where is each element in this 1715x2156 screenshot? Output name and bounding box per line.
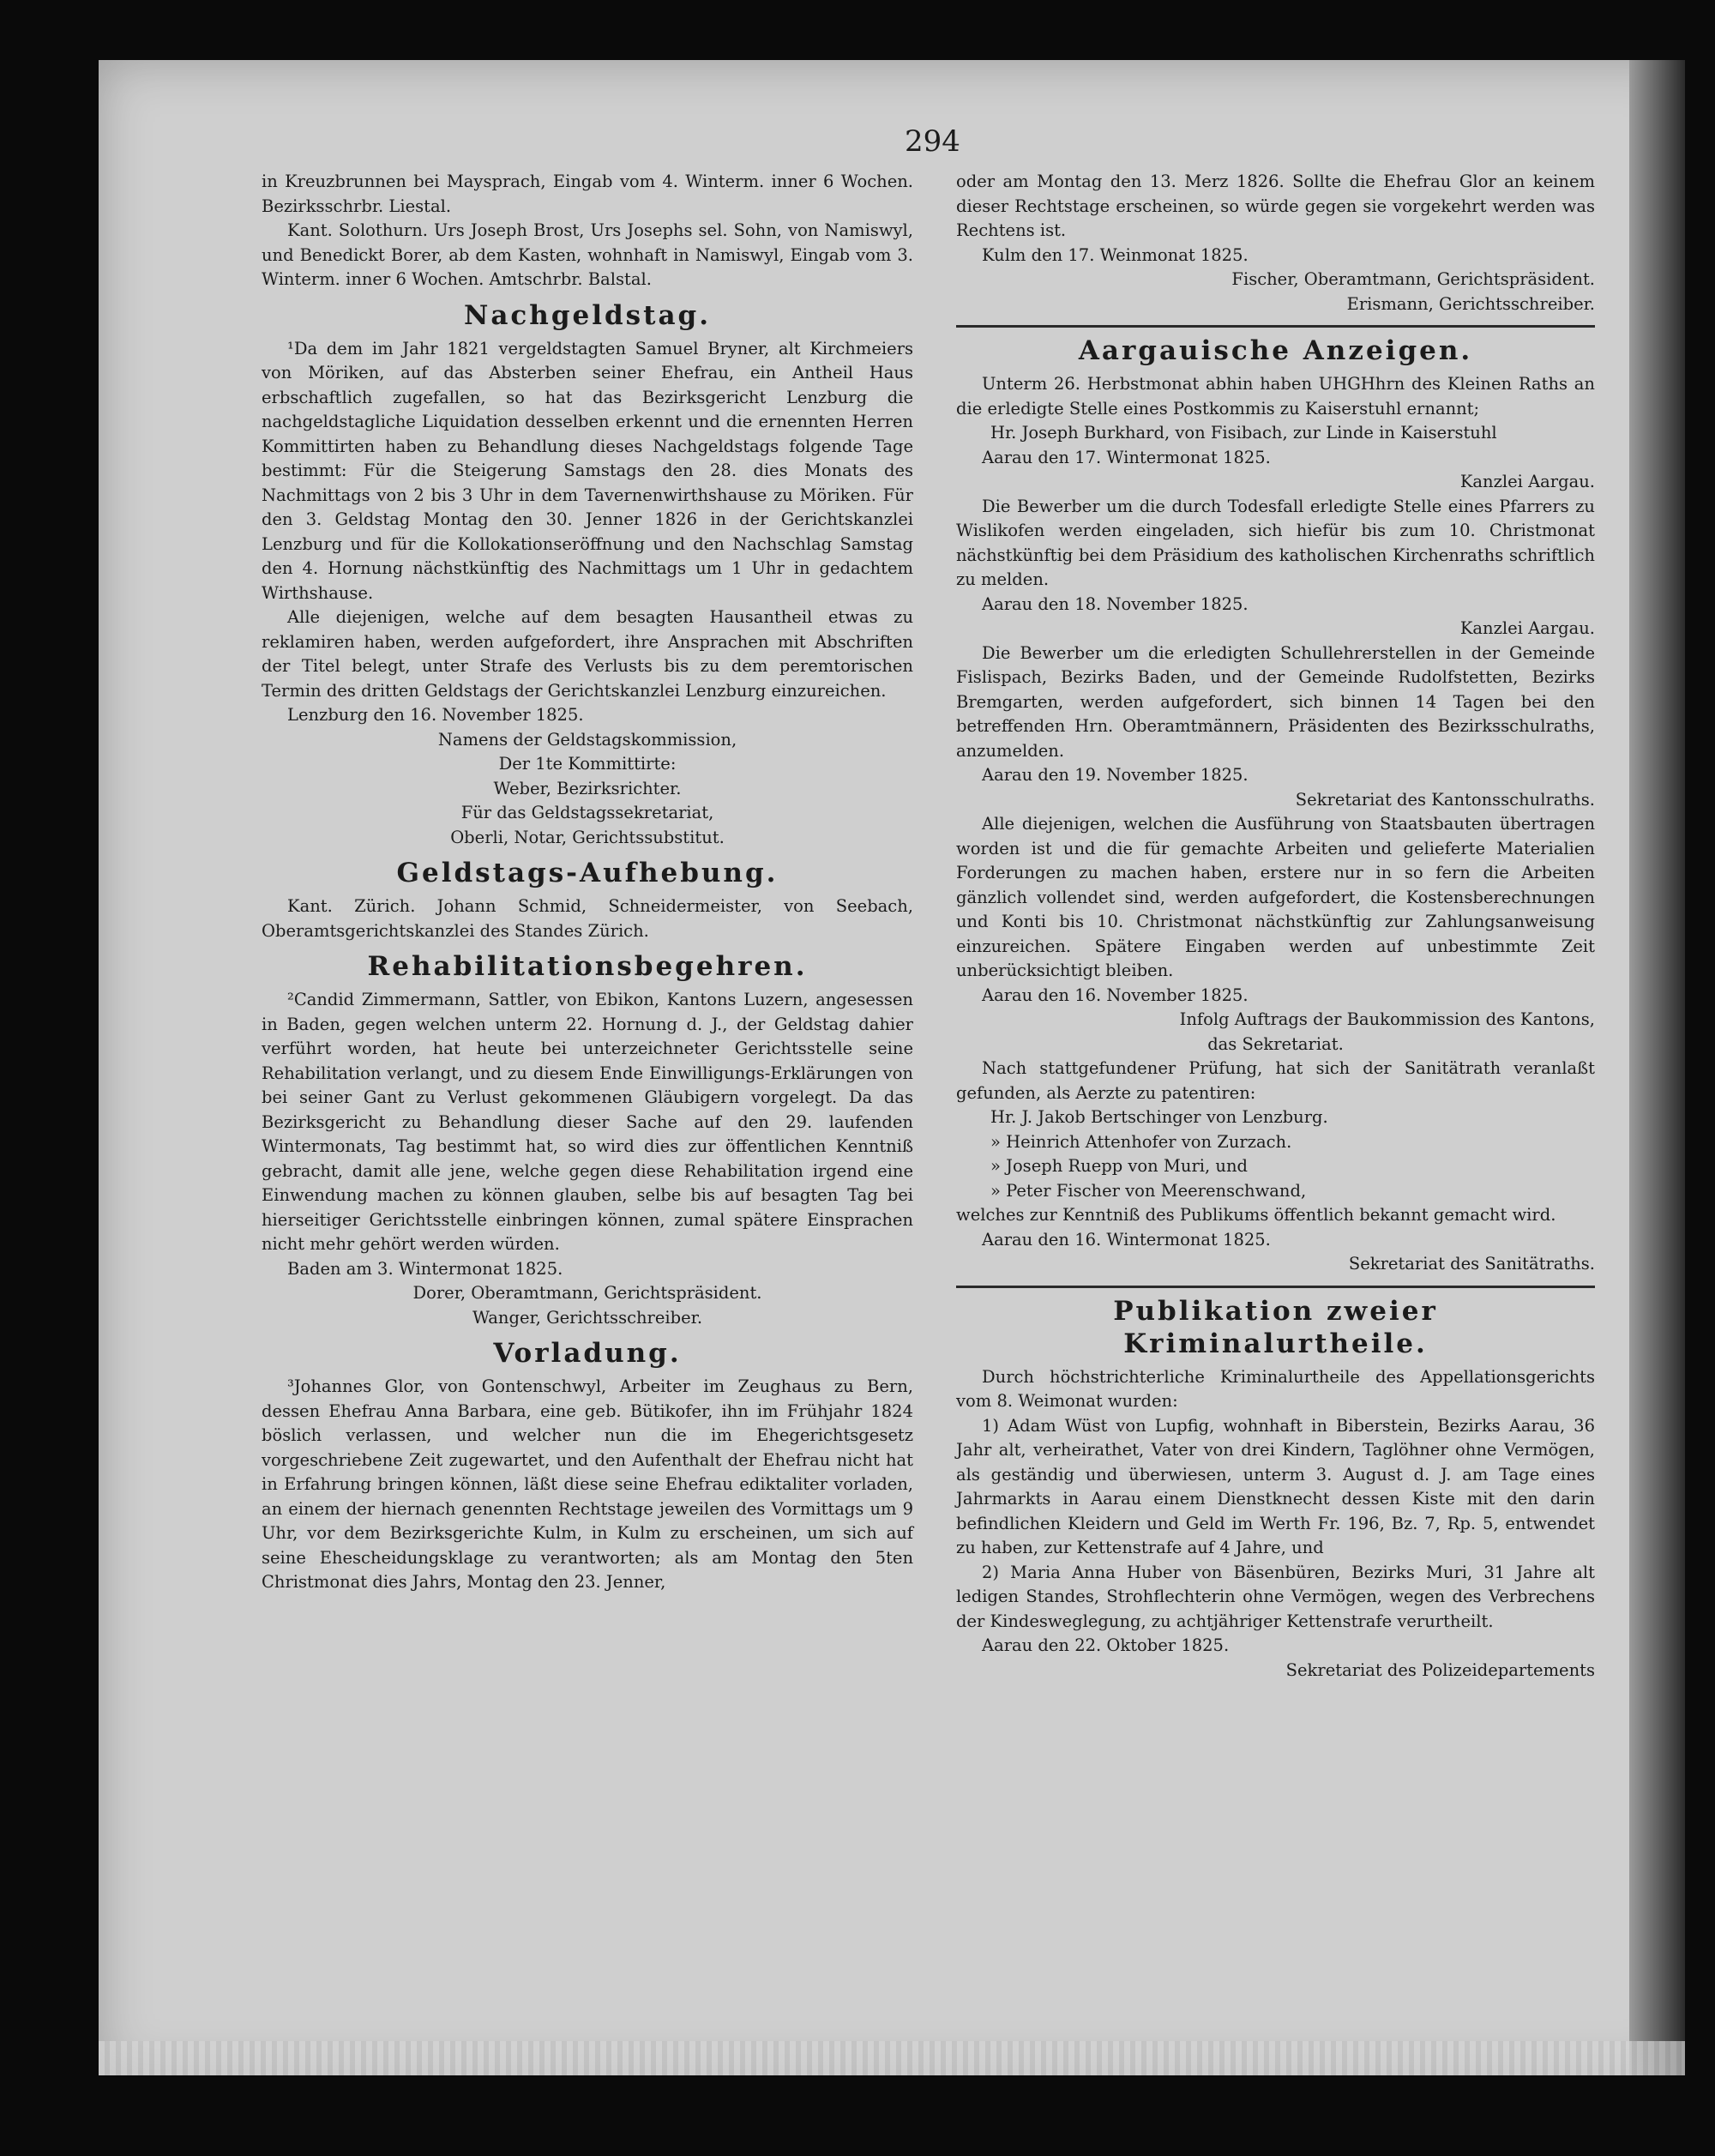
section-heading-kriminal: Publikation zweier Kriminalurtheile. — [1113, 1295, 1438, 1359]
signature-line: Für das Geldstagssekretariat, — [460, 803, 714, 822]
notice-date: Kulm den 17. Weinmonat 1825. — [982, 244, 1249, 265]
right-column — [956, 170, 1595, 1683]
notice-paragraph: Die Bewerber um die durch Todesfall erledigte Stelle eines Pfarrers zu Wislikofen werden eingeladen, sich hiefür bis zum 10. Christmonat nächstkünftig bei dem Präsidium des katholischen Kirchenraths schriftlich zu melden. — [956, 496, 1595, 589]
book-spine — [1629, 60, 1685, 2075]
notice-paragraph: Die Bewerber um die erledigten Schullehrerstellen in der Gemeinde Fislispach, Bezirks Baden, und der Gemeinde Rudolfstetten, Bezirks Bremgarten, werden aufgefordert, sich binnen 14 Tagen bei den betreffenden Hrn. Oberamtmännern, Präsidenten des Bezirksschulraths, anzumelden. — [956, 642, 1595, 761]
signature-line: Kanzlei Aargau. — [1459, 618, 1595, 638]
notice-paragraph: Alle diejenigen, welchen die Ausführung von Staatsbauten übertragen worden ist und die für gemachte Arbeiten und gelieferte Materialien Forderungen zu machen haben, erstere nur in so fern die Arbeiten gänzlich vollendet sind, werden aufgefordert, die Kostensberechnungen und Konti bis 10. Christmonat nächstkünftig zur Zahlungsanweisung einzureichen. Spätere Eingaben werden auf unbestimmte Zeit unberücksichtigt bleiben. — [956, 814, 1595, 980]
notice-paragraph: ²Candid Zimmermann, Sattler, von Ebikon, Kantons Luzern, angesessen in Baden, gegen welchen unterm 22. Hornung d. J., der Geldstag dahier verführt worden, hat heute bei unterzeichneter Gerichtsstelle seine Rehabilitation verlangt, und zu diesem Ende Einwilligungs-Erklärungen von bei seiner Gant zu Verlust gekommenen Gläubigern vorgelegt. Da das Bezirksgericht zu Behandlung dieser Sache auf den 29. laufenden Wintermonats, Tag bestimmt hat, so wird dies zur öffentlichen Kenntniß gebracht, damit alle jene, welche gegen diese Rehabilitation irgend eine Einwendung machen zu können glauben, selbe bis auf besagten Tag bei hierseitiger Gerichtsstelle einbringen können, zumal spätere Einsprachen nicht mehr gehört werden würden. — [262, 990, 913, 1254]
doctor-list-item: Hr. J. Jakob Bertschinger von Lenzburg. — [990, 1107, 1328, 1127]
signature-line: Oberli, Notar, Gerichtssubstitut. — [450, 827, 725, 847]
notice-date: Aarau den 22. Oktober 1825. — [982, 1635, 1230, 1655]
signature-line: Sekretariat des Kantonsschulraths. — [1295, 789, 1595, 810]
notice-date: Aarau den 16. Wintermonat 1825. — [982, 1229, 1271, 1250]
section-heading-aufhebung: Geldstags-Aufhebung. — [396, 858, 779, 888]
doctor-list-item: » Joseph Ruepp von Muri, und — [990, 1156, 1249, 1176]
signature-line: Erismann, Gerichtsschreiber. — [1346, 293, 1595, 314]
doctor-list-item: » Peter Fischer von Meerenschwand, — [990, 1180, 1307, 1201]
signature-line: Sekretariat des Sanitätraths. — [1348, 1254, 1595, 1274]
torn-page-edge — [99, 2041, 1685, 2075]
section-heading-vorladung: Vorladung. — [493, 1338, 682, 1369]
notice-paragraph: Unterm 26. Herbstmonat abhin haben UHGHhrn des Kleinen Raths an die erledigte Stelle eines Postkommis zu Kaiserstuhl ernannt; — [956, 374, 1595, 419]
notice-paragraph: welches zur Kenntniß des Publikums öffentlich bekannt gemacht wird. — [956, 1205, 1556, 1225]
notice-paragraph: Kant. Zürich. Johann Schmid, Schneidermeister, von Seebach, Oberamtsgerichtskanzlei des Standes Zürich. — [262, 896, 913, 941]
notice-paragraph: Alle diejenigen, welche auf dem besagten Hausantheil etwas zu reklamiren haben, werden aufgefordert, ihre Ansprachen mit Abschriften der Titel belegt, unter Strafe des Verlusts bis zu dem peremtorischen Termin des dritten Geldstags der Gerichtskanzlei Lenzburg einzureichen. — [262, 607, 913, 701]
signature-line: Weber, Bezirksrichter. — [493, 778, 682, 798]
left-column — [262, 170, 913, 1595]
appointee-line: Hr. Joseph Burkhard, von Fisibach, zur Linde in Kaiserstuhl — [990, 423, 1497, 443]
intro-paragraph: Kant. Solothurn. Urs Joseph Brost, Urs Josephs sel. Sohn, von Namiswyl, und Benedickt Borer, ab dem Kasten, wohnhaft in Namiswyl, Eingab vom 3. Winterm. inner 6 Wochen. Amtschrbr. Balstal. — [262, 220, 913, 289]
verdict-item: 2) Maria Anna Huber von Bäsenbüren, Bezirks Muri, 31 Jahre alt ledigen Standes, Strohflechterin ohne Vermögen, wegen des Verbrechens der Kindesweglegung, zu achtjähriger Kettenstrafe verurtheilt. — [956, 1562, 1595, 1631]
signature-line: Kanzlei Aargau. — [1459, 472, 1595, 491]
notice-date: Lenzburg den 16. November 1825. — [287, 705, 584, 725]
section-divider — [956, 325, 1595, 328]
notice-date: Aarau den 18. November 1825. — [982, 593, 1249, 614]
signature-line: Der 1te Kommittirte: — [498, 754, 677, 774]
notice-paragraph: ³Johannes Glor, von Gontenschwyl, Arbeiter im Zeughaus zu Bern, dessen Ehefrau Anna Barbara, eine geb. Bütikofer, ihn im Frühjahr 1824 böslich verlassen, und welcher nun die im Ehegerichtsgesetz vorgeschriebene Zeit zugewartet, und den Aufenthalt der Ehefrau nicht hat in Erfahrung bringen können, läßt diese seine Ehefrau ediktaliter vorladen, an einem der hiernach genennten Rechtstage jeweilen des Vormittags um 9 Uhr, vor dem Bezirksgerichte Kulm, in Kulm zu erscheinen, um sich auf seine Ehescheidungsklage zu verantworten; als am Montag den 5ten Christmonat dies Jahrs, Montag den 23. Jenner, — [262, 1376, 913, 1592]
signature-line: Wanger, Gerichtsschreiber. — [472, 1307, 703, 1328]
notice-paragraph: Nach stattgefundener Prüfung, hat sich der Sanitätrath veranlaßt gefunden, als Aerzte zu patentiren: — [956, 1058, 1595, 1103]
signature-line: Dorer, Oberamtmann, Gerichtspräsident. — [412, 1283, 762, 1303]
doctor-list-item: » Heinrich Attenhofer von Zurzach. — [990, 1131, 1292, 1152]
section-divider — [956, 1286, 1595, 1288]
signature-line: Namens der Geldstagskommission, — [437, 729, 737, 750]
notice-date: Baden am 3. Wintermonat 1825. — [287, 1258, 563, 1279]
section-heading-nachgeldstag: Nachgeldstag. — [463, 299, 711, 331]
signature-line: Sekretariat des Polizeidepartements — [1285, 1659, 1595, 1680]
signature-line: Infolg Auftrags der Baukommission des Kantons, — [1179, 1009, 1595, 1029]
signature-line: Fischer, Oberamtmann, Gerichtspräsident. — [1231, 269, 1595, 289]
signature-line: das Sekretariat. — [1207, 1033, 1344, 1054]
notice-paragraph: Durch höchstrichterliche Kriminalurtheile des Appellationsgerichts vom 8. Weimonat wurden: — [956, 1366, 1595, 1411]
intro-paragraph: in Kreuzbrunnen bei Maysprach, Eingab vom 4. Winterm. inner 6 Wochen. Bezirksschrbr. Liestal. — [262, 172, 913, 216]
notice-date: Aarau den 19. November 1825. — [982, 765, 1249, 785]
notice-paragraph: oder am Montag den 13. Merz 1826. Sollte die Ehefrau Glor an keinem dieser Rechtstage erscheinen, so würde gegen sie vorgekehrt werden was Rechtens ist. — [956, 172, 1595, 240]
verdict-item: 1) Adam Wüst von Lupfig, wohnhaft in Biberstein, Bezirks Aarau, 36 Jahr alt, verheirathet, Vater von drei Kindern, Taglöhner ohne Vermögen, als geständig und überwiesen, unterm 3. August d. J. am Tage eines Jahrmarkts in Aarau einem Dienstknecht dessen Kiste mit den darin befindlichen Kleidern und Geld im Werth Fr. 196, Bz. 7, Rp. 5, entwendet zu haben, zur Kettenstrafe auf 4 Jahre, und — [956, 1415, 1595, 1557]
section-heading-anzeigen: Aargauische Anzeigen. — [1078, 335, 1473, 366]
notice-date: Aarau den 17. Wintermonat 1825. — [982, 447, 1271, 467]
page-number: 294 — [905, 124, 960, 159]
notice-paragraph: ¹Da dem im Jahr 1821 vergeldstagten Samuel Bryner, alt Kirchmeiers von Möriken, auf das Absterben seiner Ehefrau, ein Antheil Haus erbschaftlich zugefallen, so hat das Bezirksgericht Lenzburg die nachgeldstagliche Liquidation desselben erkennt und die ernennten Herren Kommittirten haben zu Behandlung dieses Nachgeldstags folgende Tage bestimmt: Für die Steigerung Samstags den 28. dies Monats des Nachmittags von 2 bis 3 Uhr in dem Tavernenwirthshause zu Möriken. Für den 3. Geldstag Montag den 30. Jenner 1826 in der Gerichtskanzlei Lenzburg und für die Kollokationseröffnung und den Nachschlag Samstag den 4. Hornung nächstkünftig des Nachmittags um 1 Uhr in gedachtem Wirthshause. — [262, 338, 913, 603]
notice-date: Aarau den 16. November 1825. — [982, 985, 1249, 1005]
section-heading-rehabilitation: Rehabilitationsbegehren. — [367, 951, 808, 982]
